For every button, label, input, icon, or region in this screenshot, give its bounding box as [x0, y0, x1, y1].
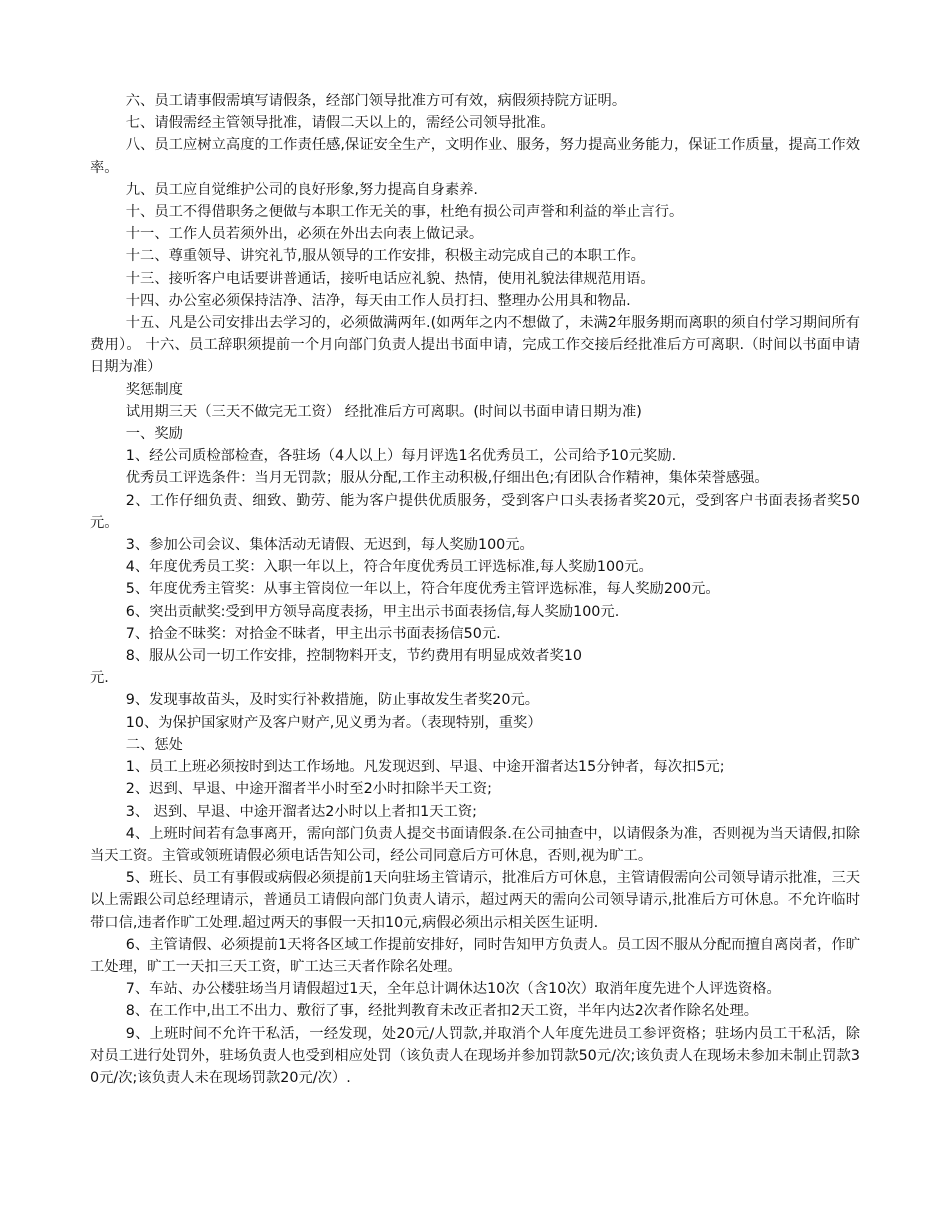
- paragraph: 优秀员工评选条件：当月无罚款；服从分配,工作主动积极,仔细出色;有团队合作精神，集体荣誉感强。: [125, 470, 769, 487]
- paragraph: 试用期三天（三天不做完无工资） 经批准后方可离职。(时间以书面申请日期为准): [125, 403, 642, 420]
- paragraph: 九、员工应自觉维护公司的良好形象,努力提高自身素养.: [125, 181, 478, 198]
- paragraph-continuation: 元.: [90, 670, 109, 687]
- paragraph: 10、为保护国家财产及客户财产,见义勇为者。（表现特别，重奖）: [125, 714, 542, 731]
- paragraph: 3、 迟到、早退、中途开溜者达2小时以上者扣1天工资;: [125, 803, 477, 820]
- paragraph: 6、主管请假、必须提前1天将各区域工作提前安排好，同时告知甲方负责人。员工因不服从分配而擅自离岗者，作旷工处理，旷工一天扣三天工资，旷工达三天者作除名处理。: [90, 936, 860, 975]
- paragraph: 2、工作仔细负责、细致、勤劳、能为客户提供优质服务，受到客户口头表扬者奖20元，受到客户书面表扬者奖50元。: [90, 492, 860, 531]
- paragraph: 十、员工不得借职务之便做与本职工作无关的事，杜绝有损公司声誉和利益的举止言行。: [125, 204, 684, 221]
- paragraph: 十三、接听客户电话要讲普通话，接听电话应礼貌、热情，使用礼貌法律规范用语。: [125, 270, 655, 287]
- paragraph: 8、服从公司一切工作安排，控制物料开支，节约费用有明显成效者奖10: [125, 648, 582, 665]
- paragraph: 1、员工上班必须按时到达工作场地。凡发现迟到、早退、中途开溜者达15分钟者，每次扣5元;: [125, 759, 725, 776]
- section-heading: 二、惩处: [125, 736, 183, 753]
- paragraph: 七、请假需经主管领导批准，请假二天以上的，需经公司领导批准。: [125, 115, 555, 132]
- paragraph: 9、上班时间不允许干私活，一经发现，处20元/人罚款,并取消个人年度先进员工参评资格；驻场内员工干私活，除对员工进行处罚外，驻场负责人也受到相应处罚（该负责人在现场并参加罚款50元/次;该负责人在现场未参加未制止罚款30元/次;该负责人未在现场罚款20元/次）.: [90, 1025, 860, 1086]
- section-heading: 奖惩制度: [125, 381, 183, 398]
- section-heading: 一、奖励: [125, 426, 183, 443]
- paragraph: 6、突出贡献奖:受到甲方领导高度表扬，甲主出示书面表扬信,每人奖励100元.: [125, 603, 620, 620]
- paragraph: 2、迟到、早退、中途开溜者半小时至2小时扣除半天工资;: [125, 781, 492, 798]
- paragraph: 十一、工作人员若须外出，必须在外出去向表上做记录。: [125, 226, 484, 243]
- paragraph: 十五、凡是公司安排出去学习的，必须做满两年.(如两年之内不想做了，未满2年服务期而离职的须自付学习期间所有费用）。 十六、员工辞职须提前一个月向部门负责人提出书面申请，完成工作交接后经批准后方可离职.（时间以书面申请日期为准）: [90, 315, 860, 376]
- paragraph: 4、年度优秀员工奖：入职一年以上，符合年度优秀员工评选标准,每人奖励100元。: [125, 559, 653, 576]
- paragraph: 5、年度优秀主管奖：从事主管岗位一年以上，符合年度优秀主管评选标准，每人奖励200元。: [125, 581, 720, 598]
- paragraph: 7、拾金不昧奖：对拾金不昧者，甲主出示书面表扬信50元.: [125, 625, 501, 642]
- paragraph: 六、员工请事假需填写请假条，经部门领导批准方可有效，病假须持院方证明。: [125, 93, 627, 109]
- paragraph: 5、班长、员工有事假或病假必须提前1天向驻场主管请示，批准后方可休息，主管请假需向公司领导请示批准，三天以上需跟公司总经理请示，普通员工请假向部门负责人请示，超过两天的需向公司领导请示,批准后方可休息。不允许临时带口信,违者作旷工处理.超过两天的事假一天扣10元,病假必须出示相关医生证明.: [90, 870, 860, 931]
- paragraph: 9、发现事故苗头，及时实行补救措施，防止事故发生者奖20元。: [125, 692, 540, 709]
- paragraph: 十四、办公室必须保持洁净、洁净，每天由工作人员打扫、整理办公用具和物品.: [125, 292, 631, 309]
- paragraph: 7、车站、办公楼驻场当月请假超过1天，全年总计调休达10次（含10次）取消年度先进个人评选资格。: [125, 981, 781, 998]
- paragraph: 3、参加公司会议、集体活动无请假、无迟到，每人奖励100元。: [125, 537, 534, 554]
- paragraph: 4、上班时间若有急事离开，需向部门负责人提交书面请假条.在公司抽查中，以请假条为准，否则视为当天请假,扣除当天工资。主管或领班请假必须电话告知公司，经公司同意后方可休息，否则,视为旷工。: [90, 825, 860, 864]
- paragraph: 八、员工应树立高度的工作责任感,保证安全生产，文明作业、服务，努力提高业务能力，保证工作质量，提高工作效率。: [90, 137, 860, 176]
- paragraph: 8、在工作中,出工不出力、敷衍了事，经批判教育未改正者扣2天工资，半年内达2次者作除名处理。: [125, 1003, 759, 1020]
- paragraph: 1、经公司质检部检查，各驻场（4人以上）每月评选1名优秀员工，公司给予10元奖励.: [125, 448, 677, 465]
- paragraph: 十二、尊重领导、讲究礼节,服从领导的工作安排，积极主动完成自己的本职工作。: [125, 248, 645, 265]
